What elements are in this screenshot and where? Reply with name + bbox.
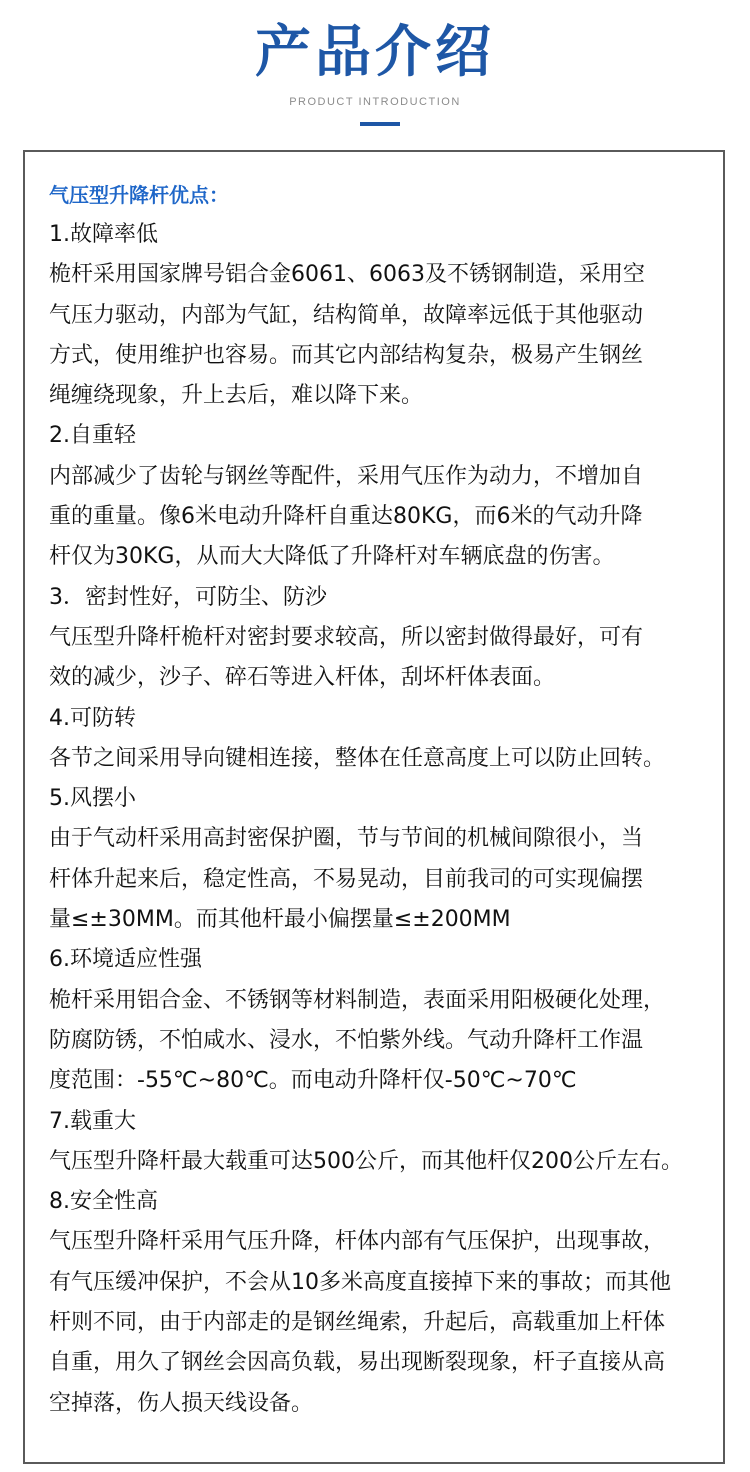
text-line: 绳缠绕现象，升上去后，难以降下来。 <box>49 383 424 409</box>
heading-sealing: 3．密封性好，可防尘、防沙 <box>49 584 327 610</box>
text-line: 内部减少了齿轮与钢丝等配件，采用气压作为动力，不增加自 <box>49 463 644 489</box>
text-line: 各节之间采用导向键相连接，整体在任意高度上可以防止回转。 <box>49 745 666 771</box>
text-line: 度范围：-55℃~80℃。而电动升降杆仅-50℃~70℃ <box>49 1068 577 1094</box>
text-line: 量≤±30MM。而其他杆最小偏摆量≤±200MM <box>49 907 511 933</box>
heading-anti-rotation: 4.可防转 <box>49 705 136 731</box>
page-header <box>0 0 750 150</box>
text-line: 气压型升降杆最大载重可达500公斤，而其他杆仅200公斤左右。 <box>49 1148 683 1174</box>
text-line: 桅杆采用铝合金、不锈钢等材料制造，表面采用阳极硬化处理， <box>49 987 666 1013</box>
text-line: 由于气动杆采用高封密保护圈，节与节间的机械间隙很小，当 <box>49 826 644 852</box>
heading-light-weight: 2.自重轻 <box>49 423 136 449</box>
heading-failure-rate: 1.故障率低 <box>49 222 158 247</box>
text-line: 效的减少，沙子、碎石等进入杆体，刮坏杆体表面。 <box>49 665 556 691</box>
text-line: 重的重量。像6米电动升降杆自重达80KG，而6米的气动升降 <box>49 504 643 530</box>
heading-environment: 6.环境适应性强 <box>49 947 202 973</box>
content-body <box>49 175 729 1424</box>
page-title: 产品介绍 <box>255 20 495 85</box>
text-line: 杆体升起来后，稳定性高，不易晃动，目前我司的可实现偏摆 <box>49 866 644 892</box>
text-line: 自重，用久了钢丝会因高负载，易出现断裂现象，杆子直接从高 <box>49 1350 666 1376</box>
text-line: 有气压缓冲保护，不会从10多米高度直接掉下来的事故；而其他 <box>49 1269 671 1295</box>
title-underline <box>360 122 400 126</box>
heading-safety: 8.安全性高 <box>49 1189 158 1215</box>
text-line: 桅杆采用国家牌号铝合金6061、6063及不锈钢制造，采用空 <box>49 262 645 288</box>
text-line: 杆仅为30KG，从而大大降低了升降杆对车辆底盘的伤害。 <box>49 544 615 570</box>
heading-load-capacity: 7.载重大 <box>49 1108 136 1134</box>
text-line: 气压力驱动，内部为气缸，结构简单，故障率远低于其他驱动 <box>49 302 644 328</box>
text-line: 方式，使用维护也容易。而其它内部结构复杂，极易产生钢丝 <box>49 342 644 368</box>
text-line: 空掉落，伤人损天线设备。 <box>49 1390 314 1416</box>
text-line: 气压型升降杆桅杆对密封要求较高，所以密封做得最好，可有 <box>49 624 644 650</box>
page-subtitle: PRODUCT INTRODUCTION <box>289 96 461 108</box>
text-line: 防腐防锈，不怕咸水、浸水，不怕紫外线。气动升降杆工作温 <box>49 1027 644 1053</box>
content-box <box>23 150 725 1464</box>
section-title: 气压型升降杆优点： <box>49 183 229 207</box>
heading-low-sway: 5.风摆小 <box>49 786 136 812</box>
text-line: 杆则不同，由于内部走的是钢丝绳索，升起后，高载重加上杆体 <box>49 1310 666 1336</box>
text-line: 气压型升降杆采用气压升降，杆体内部有气压保护，出现事故， <box>49 1229 666 1255</box>
